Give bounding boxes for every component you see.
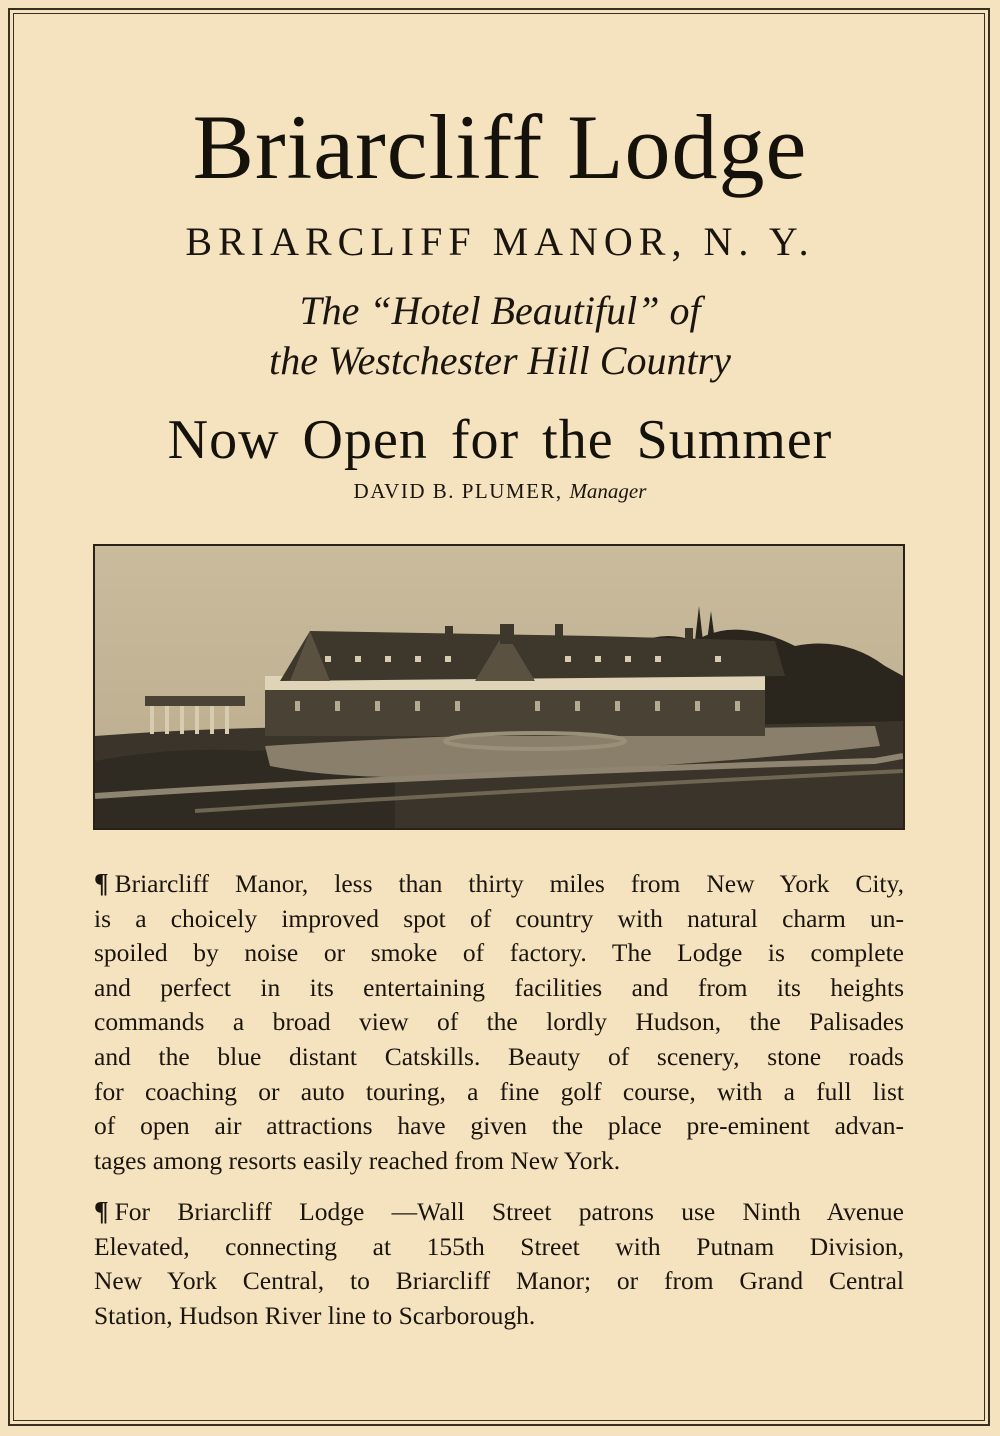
manager-title: Manager bbox=[569, 479, 647, 503]
paragraph-1-line: is a choicely improved spot of country with natural charm un- bbox=[94, 903, 904, 933]
ad-location: BRIARCLIFF MANOR, N. Y. bbox=[185, 219, 815, 264]
paragraph-location bbox=[94, 866, 904, 1178]
hotel-photograph-icon bbox=[93, 544, 905, 830]
paragraph-1-line: of open air attractions have given the place pre-eminent advan- bbox=[94, 1111, 904, 1141]
paragraph-1-line: and the blue distant Catskills. Beauty of scenery, stone roads bbox=[94, 1041, 904, 1071]
paragraph-1-line: for coaching or auto touring, a fine golf course, with a full list bbox=[94, 1076, 904, 1106]
ad-tagline bbox=[0, 286, 1000, 386]
pilcrow-icon: ¶ bbox=[94, 1196, 109, 1226]
ad-title: Briarcliff Lodge bbox=[192, 96, 808, 198]
paragraph-2-line: Station, Hudson River line to Scarborough. bbox=[94, 1300, 536, 1330]
pilcrow-icon: ¶ bbox=[94, 868, 109, 898]
paragraph-2-line: New York Central, to Briarcliff Manor; or from Grand Central bbox=[94, 1266, 904, 1296]
hotel-illustration bbox=[95, 546, 903, 828]
paragraph-2-line: Elevated, connecting at 155th Street with Putnam Division, bbox=[94, 1231, 904, 1261]
paragraph-directions bbox=[94, 1194, 904, 1333]
paragraph-1-line: and perfect in its entertaining facilities and from its heights bbox=[94, 972, 904, 1002]
paragraph-2-line: ¶ For Briarcliff Lodge —Wall Street patrons use Ninth Avenue bbox=[94, 1196, 904, 1226]
manager-credit bbox=[0, 478, 1000, 504]
ad-headline: Now Open for the Summer bbox=[167, 409, 833, 471]
tagline-line-1: The “Hotel Beautiful” of bbox=[299, 288, 701, 333]
paragraph-1-line: tages among resorts easily reached from New York. bbox=[94, 1145, 621, 1175]
manager-name: DAVID B. PLUMER, bbox=[353, 479, 563, 503]
paragraph-1-line: ¶ Briarcliff Manor, less than thirty miles from New York City, bbox=[94, 868, 904, 898]
paragraph-1-line: spoiled by noise or smoke of factory. The Lodge is complete bbox=[94, 938, 904, 968]
tagline-line-2: the Westchester Hill Country bbox=[269, 338, 731, 383]
paragraph-1-line: commands a broad view of the lordly Hudson, the Palisades bbox=[94, 1007, 904, 1037]
